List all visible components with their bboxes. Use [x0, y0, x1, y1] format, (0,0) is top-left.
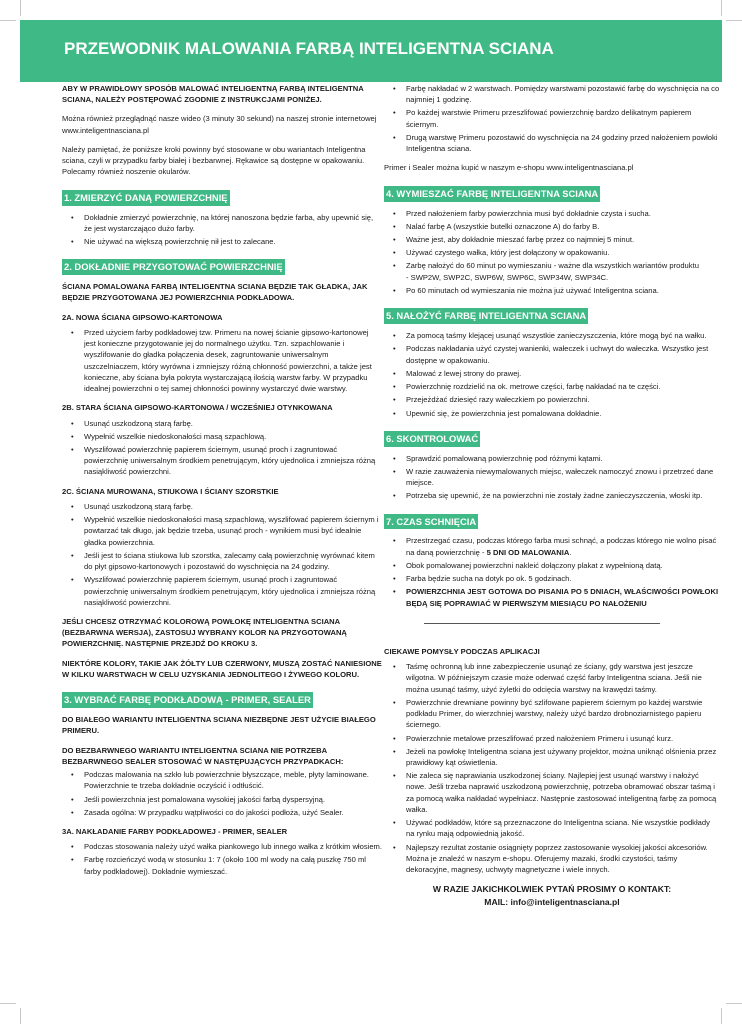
list-item: • Wypełnić wszelkie niedoskonałości masą szpachlową.: [62, 431, 382, 442]
list-item: • Obok pomalowanej powierzchni nakleić dołączony plakat z wypełnioną datą.: [384, 560, 720, 571]
section-2a-list: [62, 327, 382, 394]
list-item: • Ważne jest, aby dokładnie mieszać farbę przez co najmniej 5 minut.: [384, 234, 720, 245]
list-item: • Wyszlifować powierzchnię papierem ściernym, usunąć proch i zagruntować powierzchnię uniwersalnym środkiem penetrującym, który ujednolica i zmniejsza różną nasiąkliwość powierzchni.: [62, 444, 382, 478]
list-item: • POWIERZCHNIA JEST GOTOWA DO PISANIA PO 5 DNIACH, WŁAŚCIWOŚCI POWŁOKI BĘDĄ SIĘ POPRAWIAĆ W PIERWSZYM MIESIĄCU PO NAŁOŻENIU: [384, 586, 720, 608]
list-item: • Przed nałożeniem farby powierzchnia musi być dokładnie czysta i sucha.: [384, 208, 720, 219]
section-3-list: [62, 769, 382, 818]
list-item: • Jeżeli na powłokę Inteligentna sciana jest używany projektor, można uniknąć olśnienia przez prawidłowy kąt oświetlenia.: [384, 746, 720, 768]
right-column: [384, 83, 720, 909]
list-item: • Drugą warstwę Primeru pozostawić do wyschnięcia na 24 godziny przed nałożeniem powłoki Inteligentna sciana.: [384, 132, 720, 154]
list-item: • Podczas stosowania należy użyć wałka piankowego lub innego wałka z krótkim włosiem.: [62, 841, 382, 852]
section-5-list: [384, 330, 720, 419]
list-item: • Malować z lewej strony do prawej.: [384, 368, 720, 379]
title-banner: [20, 20, 722, 82]
section-3-clear: DO BEZBARWNEGO WARIANTU INTELIGENTNA SCIANA NIE POTRZEBA BEZBARWNEGO SEALER STOSOWAĆ W NASTĘPUJĄCYCH PRZYPADKACH:: [62, 745, 344, 766]
section-2-lead: ŚCIANA POMALOWANA FARBĄ INTELIGENTNA SCIANA BĘDZIE TAK GŁADKA, JAK BĘDZIE PRZYGOTOWANA JEJ POWIERZCHNIA PODKŁADOWA.: [62, 282, 368, 303]
list-item: • Powierzchnie metalowe przeszlifować przed nałożeniem Primeru i usunąć kurz.: [384, 733, 720, 744]
crop-mark: [0, 20, 16, 21]
list-item: [384, 260, 720, 282]
color-note: JEŚLI CHCESZ OTRZYMAĆ KOLOROWĄ POWŁOKĘ INTELIGENTNA SCIANA (BEZBARWNA WERSJA), ZASTOSUJ WYBRANY KOLOR NA PRZYGOTOWANĄ POWIERZCHNIĘ. NASTĘPNIE PRZEJDŹ DO KROKU 3.: [62, 617, 347, 649]
variant-codes: - SWP2W, SWP2C, SWP6W, SWP6C, SWP34W, SWP34C.: [406, 272, 609, 282]
section-2-heading: 2. DOKŁADNIE PRZYGOTOWAĆ POWIERZCHNIĘ: [62, 259, 285, 275]
layers-note: NIEKTÓRE KOLORY, TAKIE JAK ŻÓŁTY LUB CZERWONY, MUSZĄ ZOSTAĆ NANIESIONE W KILKU WARSTWACH W CELU UZYSKANIA JEDNOLITEGO I ŻYWEGO KOLORU.: [62, 658, 382, 679]
list-item: • Usunąć uszkodzoną starą farbę.: [62, 418, 382, 429]
section-4-list: [384, 208, 720, 297]
intro-video: Można również przeglądnąć nasze wideo (3 minuty 30 sekund) na naszej stronie internetowej www.inteligentnasciana.pl: [62, 114, 377, 135]
list-item: • Potrzeba się upewnić, że na powierzchni nie zostały żadne zanieczyszczenia, włoski itp.: [384, 490, 720, 501]
list-item: • Jeśli powierzchnia jest pomalowana wysokiej jakości farbą dyspersyjną.: [62, 794, 382, 805]
section-3-white: DO BIAŁEGO WARIANTU INTELIGENTNA SCIANA NIEZBĘDNE JEST UŻYCIE BIAŁEGO PRIMERU.: [62, 715, 376, 736]
list-item: • Sprawdzić pomalowaną powierzchnię pod różnymi kątami.: [384, 453, 720, 464]
contact-line: W RAZIE JAKICHKOLWIEK PYTAŃ PROSIMY O KONTAKT:: [432, 884, 672, 895]
list-item: • Za pomocą taśmy klejącej usunąć wszystkie zanieczyszczenia, które mogą być na wałku.: [384, 330, 720, 341]
section-2c-heading: 2C. ŚCIANA MUROWANA, STIUKOWA I ŚCIANY SZORSTKIE: [62, 486, 279, 496]
section-6-heading: 6. SKONTROLOWAĆ: [384, 431, 480, 447]
divider: [424, 623, 660, 624]
section-7-list: [384, 535, 720, 608]
list-item: • Po 60 minutach od wymieszania nie można już używać Inteligentna sciana.: [384, 285, 720, 296]
list-item: • Używać czystego wałka, który jest dołączony w opakowaniu.: [384, 247, 720, 258]
list-item: • Wyszlifować powierzchnię papierem ściernym, usunąć proch i zagruntować powierzchnię uniwersalnym środkiem penetrującym, który ujednolica i zmniejsza różną nasiąkliwość powierzchni.: [62, 574, 382, 608]
crop-mark: [0, 1003, 16, 1004]
list-item: • Farba będzie sucha na dotyk po ok. 5 godzinach.: [384, 573, 720, 584]
crop-mark: [721, 1008, 722, 1024]
list-item: • Usunąć uszkodzoną starą farbę.: [62, 501, 382, 512]
section-1-list: [62, 212, 382, 248]
list-item: • Przejeżdżać dziesięć razy wałeczkiem po powierzchni.: [384, 394, 720, 405]
section-7-heading: 7. CZAS SCHNIĘCIA: [384, 514, 478, 530]
list-item: • Powierzchnie drewniane powinny być szlifowane papierem ściernym po każdej warstwie podkładu Primer, do wierzchniej warstwy, należy użyć bardzo drobnoziarnistego papieru ściernego.: [384, 697, 720, 731]
list-item: • Upewnić się, że powierzchnia jest pomalowana dokładnie.: [384, 408, 720, 419]
section-5-heading: 5. NAŁOŻYĆ FARBĘ INTELIGENTNA SCIANA: [384, 308, 588, 324]
crop-mark: [20, 0, 21, 16]
section-3a-list: [62, 841, 382, 877]
shop-note: Primer i Sealer można kupić w naszym e-shopu www.inteligentnasciana.pl: [384, 163, 634, 173]
section-6-list: [384, 453, 720, 502]
list-item: • W razie zauważenia niewymalowanych miejsc, wałeczek namoczyć znowu i przetrzeć dane miejsce.: [384, 466, 720, 488]
section-3-heading: 3. WYBRAĆ FARBĘ PODKŁADOWĄ - PRIMER, SEALER: [62, 692, 313, 708]
section-3a-heading: 3A. NAKŁADANIE FARBY PODKŁADOWEJ - PRIMER, SEALER: [62, 826, 288, 836]
list-item: • Po każdej warstwie Primeru przeszlifować powierzchnię bardzo delikatnym papierem ściernym.: [384, 107, 720, 129]
list-item: • Jeśli jest to ściana stiukowa lub szorstka, zalecamy całą powierzchnię wyrównać kitem do płyt gipsowo-kartonowych i pozostawić do wyschnięcia na 24 godziny.: [62, 550, 382, 572]
list-item: • Najlepszy rezultat zostanie osiągnięty poprzez zastosowanie wysokiej jakości akcesoriów. Można je znaleźć w naszym e-shopu. Oferujemy mazaki, środki czystości, taśmy dekoracyjne, magnesy, uchwyty magnetyczne i wiele innych.: [384, 842, 720, 876]
tips-heading: CIEKAWE POMYSŁY PODCZAS APLIKACJI: [384, 646, 540, 656]
section-2b-list: [62, 418, 382, 478]
crop-mark: [726, 20, 742, 21]
section-3a-continued-list: [384, 83, 720, 154]
intro-note: Należy pamiętać, że poniższe kroki powinny być stosowane w obu wariantach Inteligentna sciana, czyli w przypadku farby białej i bezbarwnej. Rękawice są dostępne w opakowaniu. Polecamy również noszenie okularów.: [62, 144, 366, 177]
section-4-heading: 4. WYMIESZAĆ FARBĘ INTELIGENTNA SCIANA: [384, 186, 600, 202]
tips-list: [384, 661, 720, 875]
list-item: • Farbę rozcieńczyć wodą w stosunku 1: 7 (około 100 ml wody na całą puszkę 750 ml farby podkładowej). Dokładnie wymieszać.: [62, 854, 382, 876]
list-item: • Taśmę ochronną lub inne zabezpieczenie usunąć ze ściany, gdy warstwa jest jeszcze wilgotna. W późniejszym czasie może oderwać część farby Inteligentna sciana. Jeśli nie można usunąć taśmy, użyć żyletki do odcięcia warstwy na krawędzi taśmy.: [384, 661, 720, 695]
list-item: • Dokładnie zmierzyć powierzchnię, na której nanoszona będzie farba, aby upewnić się, że jest wystarczająco dużo farby.: [62, 212, 382, 234]
section-2a-heading: 2A. NOWA ŚCIANA GIPSOWO-KARTONOWA: [62, 312, 223, 322]
list-item: [384, 535, 720, 557]
list-item: • Nie zaleca się naprawiania uszkodzonej ściany. Najlepiej jest usunąć warstwy i nałożyć nowe. Jeśli trzeba naprawić uszkodzoną powierzchnię, potrzeba obramować obszar taśmą i za pomocą wałka nakładać wypełniacz. Następnie zastosować inteligentną farbę za pomocą wałka.: [384, 770, 720, 815]
list-item: • Przed użyciem farby podkładowej tzw. Primeru na nowej ścianie gipsowo-kartonowej jest konieczne przygotowanie jej do normalnego użytku. Tzn. szpachlowanie i wyszlifowanie do gładka połączenia desek, zagruntowanie uniwersalnym uszczelniaczem, który wyrówna i zmniejszy różną chłonność powierzchni, a także jest konieczne, aby ściana była pokryta wystarczającą ilością warstw farby. W przypadku idealnej powierzchni o tej samej chłonności powinny wystarczyć dwie warstwy.: [62, 327, 382, 394]
list-item: • Zasada ogólna: W przypadku wątpliwości co do jakości podłoża, użyć Sealer.: [62, 807, 382, 818]
list-item: • Używać podkładów, które są przeznaczone do Inteligentna sciana. Nie wszystkie podkłady na rynku mają odpowiednią jakość.: [384, 817, 720, 839]
list-item-text: .: [569, 547, 572, 557]
list-item-text: Zarbę nałożyć do 60 minut po wymieszaniu - ważne dla wszystkich wariantów produktu: [406, 261, 699, 271]
list-item: • Nie używać na większą powierzchnię nił jest to zalecane.: [62, 236, 382, 247]
crop-mark: [721, 0, 722, 16]
section-1-heading: 1. ZMIERZYĆ DANĄ POWIERZCHNIĘ: [62, 190, 230, 206]
crop-mark: [20, 1008, 21, 1024]
page-title: PRZEWODNIK MALOWANIA FARBĄ INTELIGENTNA SCIANA: [64, 39, 554, 58]
contact-email: MAIL: info@inteligentnasciana.pl: [484, 897, 620, 908]
list-item: • Nalać farbę A (wszystkie butelki oznaczone A) do farby B.: [384, 221, 720, 232]
list-item-text: Przestrzegać czasu, podczas którego farba musi schnąć, a podczas którego nie wolno pisać na daną powierzchnię -: [406, 536, 717, 557]
list-item: • Wypełnić wszelkie niedoskonałości masą szpachlową, wyszlifować papierem ściernym i powtarzać tak długo, jak będzie trzeba, usunąć proch - wynikiem musi być idealnie gładka powierzchnia.: [62, 514, 382, 548]
list-item: • Podczas malowania na szkło lub powierzchnie błyszczące, meble, płyty laminowane. Powierzchnie te trzeba dokładnie oczyścić i odtłuścić.: [62, 769, 382, 791]
intro-bold: ABY W PRAWIDŁOWY SPOSÓB MALOWAĆ INTELIGENTNĄ FARBĄ INTELIGENTNA SCIANA, NALEŻY POSTĘPOWAĆ ZGODNIE Z INSTRUKCJAMI PONIŻEJ.: [62, 84, 364, 105]
section-2c-list: [62, 501, 382, 608]
section-2b-heading: 2B. STARA ŚCIANA GIPSOWO-KARTONOWA / WCZEŚNIEJ OTYNKOWANA: [62, 403, 333, 413]
left-column: [62, 83, 382, 885]
crop-mark: [726, 1003, 742, 1004]
drying-days: 5 DNI OD MALOWANIA: [486, 547, 570, 557]
list-item: • Podczas nakładania użyć czystej wanienki, wałeczek i uchwyt do wałeczka. Wszystko jest dostępne w opakowaniu.: [384, 343, 720, 365]
list-item: • Powierzchnię rozdzielić na ok. metrowe części, farbę nakładać na te części.: [384, 381, 720, 392]
list-item: • Farbę nakładać w 2 warstwach. Pomiędzy warstwami pozostawić farbę do wyschnięcia na co najmniej 1 godzinę.: [384, 83, 720, 105]
